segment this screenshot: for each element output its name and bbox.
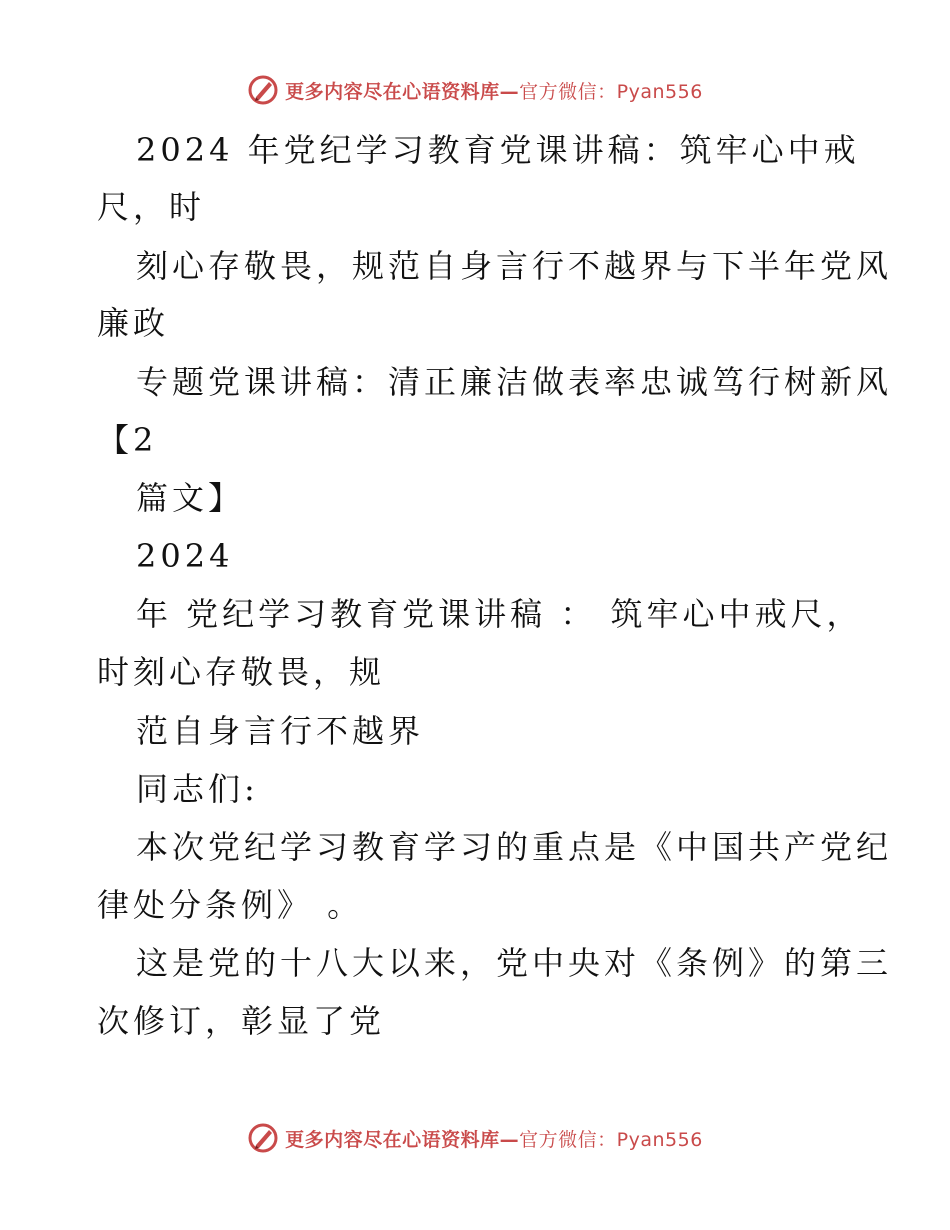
pen-logo-icon xyxy=(247,74,279,106)
text-line: 刻心存敬畏，规范自身言行不越界与下半年党风 xyxy=(136,247,893,285)
text-line: 【2 xyxy=(97,421,158,459)
text-line: 次修订，彰显了党 xyxy=(97,1002,386,1040)
text-line: 2024 年党纪学习教育党课讲稿：筑牢心中戒 xyxy=(136,131,860,169)
text-line: 专题党课讲稿：清正廉洁做表率忠诚笃行树新风 xyxy=(136,363,893,401)
text-line: 本次党纪学习教育学习的重点是《中国共产党纪 xyxy=(136,828,893,866)
text-line: 廉政 xyxy=(97,304,170,342)
footer-banner xyxy=(0,1118,950,1158)
text-line: 年 党纪学习教育党课讲稿 ： 筑牢心中戒尺， xyxy=(136,595,863,633)
text-line: 范自身言行不越界 xyxy=(136,712,425,750)
text-line: 时刻心存敬畏，规 xyxy=(97,653,386,691)
text-line: 2024 xyxy=(136,537,234,575)
text-line: 篇文】 xyxy=(136,479,245,517)
header-banner-text: 更多内容尽在心语资料库— xyxy=(285,80,520,103)
text-line: 这是党的十八大以来，党中央对《条例》的第三 xyxy=(136,944,893,982)
footer-banner-contact: 官方微信：Pyan556 xyxy=(519,1128,703,1151)
text-line: 律处分条例》 。 xyxy=(97,886,364,924)
text-line: 同志们: xyxy=(136,770,259,808)
pen-logo-icon xyxy=(247,1122,279,1154)
header-banner-contact: 官方微信：Pyan556 xyxy=(519,80,703,103)
text-line: 尺，时 xyxy=(97,188,206,226)
footer-banner-text: 更多内容尽在心语资料库— xyxy=(285,1128,520,1151)
header-banner xyxy=(0,70,950,110)
